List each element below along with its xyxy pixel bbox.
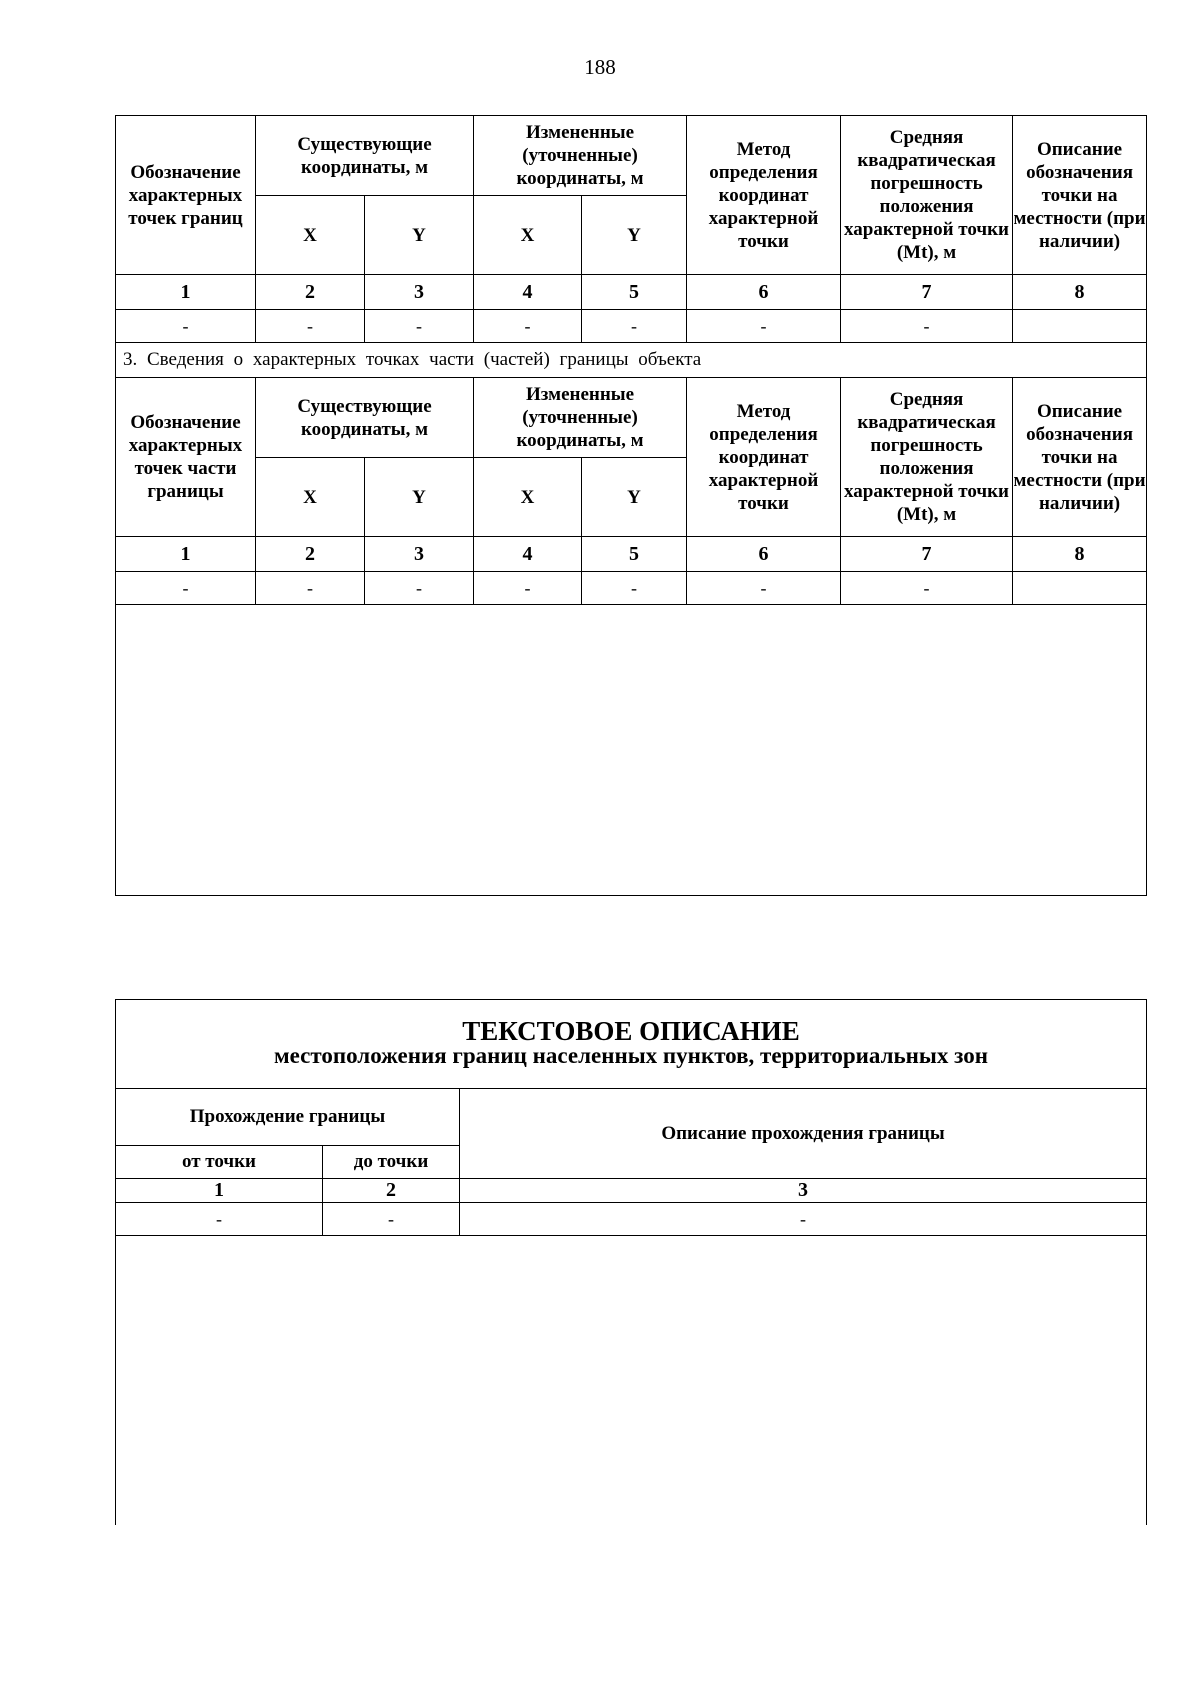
column-number: 3 xyxy=(365,537,474,572)
header-y-changed: Y xyxy=(582,458,687,537)
column-number: 8 xyxy=(1013,275,1147,310)
header-to-point: до точки xyxy=(323,1146,460,1179)
table-cell: - xyxy=(256,572,365,605)
column-number: 4 xyxy=(474,537,582,572)
header-point-designation: Обозначение характерных точек границ xyxy=(116,116,256,275)
table-cell: - xyxy=(841,310,1013,343)
table-cell: - xyxy=(116,1203,323,1236)
header-point-description: Описание обозначения точки на местности (при наличии) xyxy=(1013,378,1147,537)
header-boundary-description: Описание прохождения границы xyxy=(460,1089,1147,1179)
header-x-existing: X xyxy=(256,196,365,275)
header-y-changed: Y xyxy=(582,196,687,275)
header-part-point-designation: Обозначение характерных точек части границы xyxy=(116,378,256,537)
table-cell xyxy=(1013,310,1147,343)
table-cell: - xyxy=(460,1203,1147,1236)
blank-area xyxy=(116,605,1147,896)
text-description-table xyxy=(115,999,1147,1525)
header-point-description: Описание обозначения точки на местности (при наличии) xyxy=(1013,116,1147,275)
header-changed-coordinates: Измененные (уточненные) координаты, м xyxy=(474,116,687,196)
header-existing-coordinates: Существующие координаты, м xyxy=(256,378,474,458)
column-number: 7 xyxy=(841,537,1013,572)
table-cell: - xyxy=(116,310,256,343)
header-x-changed: X xyxy=(474,458,582,537)
header-changed-coordinates: Измененные (уточненные) координаты, м xyxy=(474,378,687,458)
header-boundary-passage: Прохождение границы xyxy=(116,1089,460,1146)
column-number: 1 xyxy=(116,1179,323,1203)
header-mean-error: Средняя квадратическая погрешность положения характерной точки (Mt), м xyxy=(841,378,1013,537)
column-number: 6 xyxy=(687,537,841,572)
column-number: 2 xyxy=(323,1179,460,1203)
section-title: 3. Сведения о характерных точках части (частей) границы объекта xyxy=(116,343,1147,378)
table-cell: - xyxy=(474,572,582,605)
column-number: 6 xyxy=(687,275,841,310)
column-number: 2 xyxy=(256,275,365,310)
title-block xyxy=(116,1000,1147,1089)
blank-area xyxy=(116,1236,1147,1525)
table-cell: - xyxy=(365,310,474,343)
table-cell: - xyxy=(323,1203,460,1236)
table-cell: - xyxy=(474,310,582,343)
column-number: 2 xyxy=(256,537,365,572)
header-existing-coordinates: Существующие координаты, м xyxy=(256,116,474,196)
table-cell: - xyxy=(365,572,474,605)
table-cell: - xyxy=(116,572,256,605)
header-y-existing: Y xyxy=(365,196,474,275)
header-method: Метод определения координат характерной точки xyxy=(687,378,841,537)
header-x-changed: X xyxy=(474,196,582,275)
header-y-existing: Y xyxy=(365,458,474,537)
column-number: 1 xyxy=(116,275,256,310)
header-from-point: от точки xyxy=(116,1146,323,1179)
page-number: 188 xyxy=(584,55,616,79)
table-cell: - xyxy=(687,310,841,343)
column-number: 4 xyxy=(474,275,582,310)
column-number: 5 xyxy=(582,537,687,572)
header-x-existing: X xyxy=(256,458,365,537)
column-number: 3 xyxy=(460,1179,1147,1203)
column-number: 5 xyxy=(582,275,687,310)
header-mean-error: Средняя квадратическая погрешность положения характерной точки (Mt), м xyxy=(841,116,1013,275)
table-cell: - xyxy=(687,572,841,605)
table-cell: - xyxy=(841,572,1013,605)
table-cell: - xyxy=(256,310,365,343)
table-cell xyxy=(1013,572,1147,605)
column-number: 3 xyxy=(365,275,474,310)
coordinates-table xyxy=(115,115,1147,896)
document-subtitle: местоположения границ населенных пунктов, территориальных зон xyxy=(274,1043,988,1068)
table-cell: - xyxy=(582,310,687,343)
document-title: ТЕКСТОВОЕ ОПИСАНИЕ xyxy=(462,1016,800,1046)
column-number: 1 xyxy=(116,537,256,572)
table-cell: - xyxy=(582,572,687,605)
column-number: 7 xyxy=(841,275,1013,310)
header-method: Метод определения координат характерной точки xyxy=(687,116,841,275)
column-number: 8 xyxy=(1013,537,1147,572)
